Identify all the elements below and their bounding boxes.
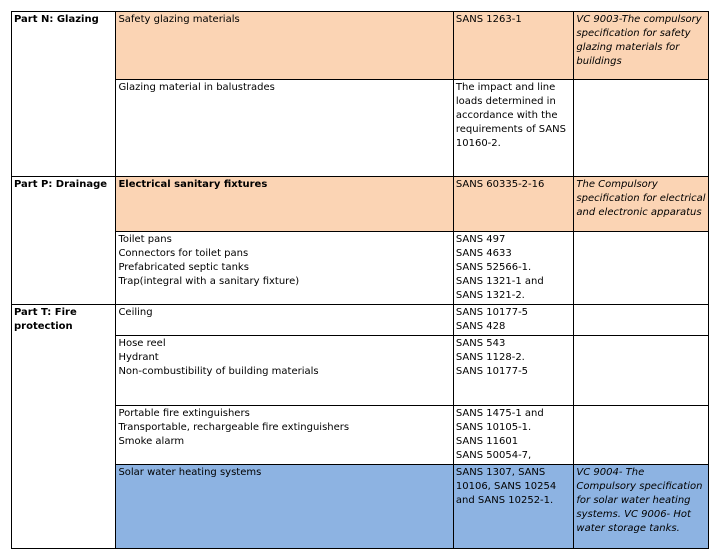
standard-line: SANS 4633	[455, 248, 512, 259]
item-line: Hydrant	[118, 352, 159, 363]
compulsory-spec-cell	[574, 80, 709, 177]
building-regulations-table	[11, 11, 709, 549]
compulsory-spec-cell	[574, 406, 709, 465]
table-row	[12, 177, 709, 232]
table-row	[12, 80, 709, 177]
standard-line: SANS 10105-1.	[455, 422, 532, 433]
item-line: Smoke alarm	[118, 436, 185, 447]
item-cell: Electrical sanitary fixtures	[116, 177, 453, 232]
standard-cell: SANS 60335-2-16	[453, 177, 574, 232]
compulsory-spec-cell	[574, 336, 709, 406]
standard-cell	[453, 305, 574, 336]
compulsory-spec-cell	[574, 305, 709, 336]
item-cell: Solar water heating systems	[116, 465, 453, 549]
compulsory-spec-cell	[574, 232, 709, 305]
standard-line: SANS 543	[455, 338, 506, 349]
table-row	[12, 406, 709, 465]
standard-cell	[453, 406, 574, 465]
table-row	[12, 465, 709, 549]
standard-line: SANS 10177-5	[455, 307, 529, 318]
standard-cell	[453, 232, 574, 305]
item-line: Toilet pans	[118, 234, 172, 245]
standard-line: SANS 11601	[455, 436, 519, 447]
item-line: Prefabricated septic tanks	[118, 262, 249, 273]
standard-line: SANS 1128-2.	[455, 352, 525, 363]
standard-line: SANS 52566-1.	[455, 262, 532, 273]
item-cell: Safety glazing materials	[116, 12, 453, 80]
compulsory-spec-cell: VC 9003-The compulsory specification for safety glazing materials for buildings	[574, 12, 709, 80]
part-t-title: Part T: Fire protection	[12, 305, 116, 549]
standard-cell: SANS 1263-1	[453, 12, 574, 80]
standard-line: SANS 428	[455, 321, 506, 332]
part-n-title: Part N: Glazing	[12, 12, 116, 177]
table-row	[12, 232, 709, 305]
item-cell	[116, 336, 453, 406]
item-line: Hose reel	[118, 338, 166, 349]
item-line: Portable fire extinguishers	[118, 408, 250, 419]
item-cell	[116, 232, 453, 305]
item-line: Non-combustibility of building materials	[118, 366, 319, 377]
standard-line: SANS 497	[455, 234, 506, 245]
item-line: Connectors for toilet pans	[118, 248, 249, 259]
table-row	[12, 336, 709, 406]
item-cell: Ceiling	[116, 305, 453, 336]
standard-cell: The impact and line loads determined in accordance with the requirements of SANS 10160-2.	[453, 80, 574, 177]
table-row	[12, 305, 709, 336]
standard-line: SANS 10177-5	[455, 366, 529, 377]
item-cell	[116, 406, 453, 465]
standard-line: SANS 1475-1 and	[455, 408, 544, 419]
table-row	[12, 12, 709, 80]
standard-cell	[453, 336, 574, 406]
compulsory-spec-cell: The Compulsory specification for electrical and electronic apparatus	[574, 177, 709, 232]
standard-line: SANS 1321-2.	[455, 290, 525, 301]
standard-cell: SANS 1307, SANS 10106, SANS 10254 and SANS 10252-1.	[453, 465, 574, 549]
item-line: Trap(integral with a sanitary fixture)	[118, 276, 300, 287]
compulsory-spec-cell: VC 9004- The Compulsory specification for solar water heating systems. VC 9006- Hot water storage tanks.	[574, 465, 709, 549]
part-p-title: Part P: Drainage	[12, 177, 116, 305]
item-cell: Glazing material in balustrades	[116, 80, 453, 177]
item-line: Transportable, rechargeable fire extinguishers	[118, 422, 350, 433]
standard-line: SANS 1321-1 and	[455, 276, 544, 287]
standard-line: SANS 50054-7,	[455, 450, 532, 461]
